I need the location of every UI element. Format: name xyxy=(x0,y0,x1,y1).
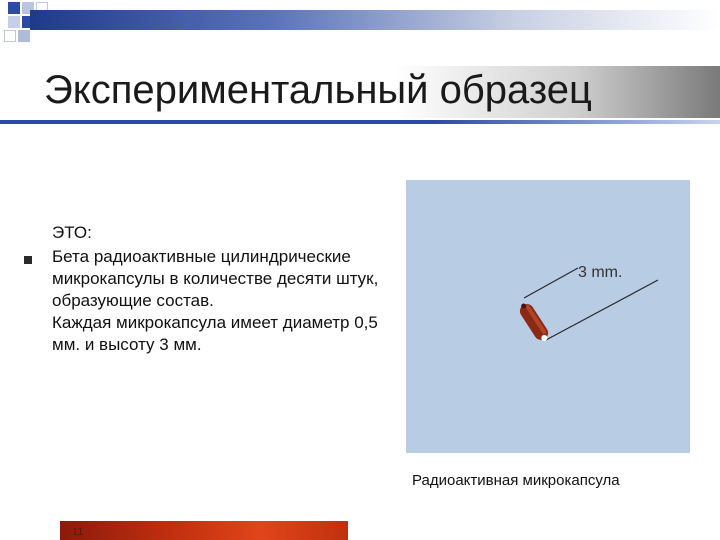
body-intro: ЭТО: xyxy=(52,223,92,242)
body-bullet-text: Бета радиоактивные цилиндрические микрокапсулы в количестве десяти штук, образующие состав. xyxy=(52,247,379,310)
slide-number: 11 xyxy=(72,526,84,538)
capsule-figure xyxy=(406,180,690,453)
slide-title: Экспериментальный образец xyxy=(44,68,592,112)
dimension-line-bottom xyxy=(546,280,658,340)
bullet-square-icon xyxy=(24,256,32,264)
footer-band xyxy=(60,521,348,540)
body-extra-text: Каждая микрокапсула имеет диаметр 0,5 мм. и высоту 3 мм. xyxy=(52,313,378,354)
title-underline xyxy=(0,120,720,124)
dimension-line-top xyxy=(524,268,578,298)
slide-body xyxy=(52,222,382,356)
header-band xyxy=(30,10,720,30)
dimension-label: 3 mm. xyxy=(578,264,623,281)
microcapsule-icon xyxy=(516,300,551,344)
figure-caption: Радиоактивная микрокапсула xyxy=(412,472,620,489)
capsule-illustration xyxy=(406,180,690,453)
